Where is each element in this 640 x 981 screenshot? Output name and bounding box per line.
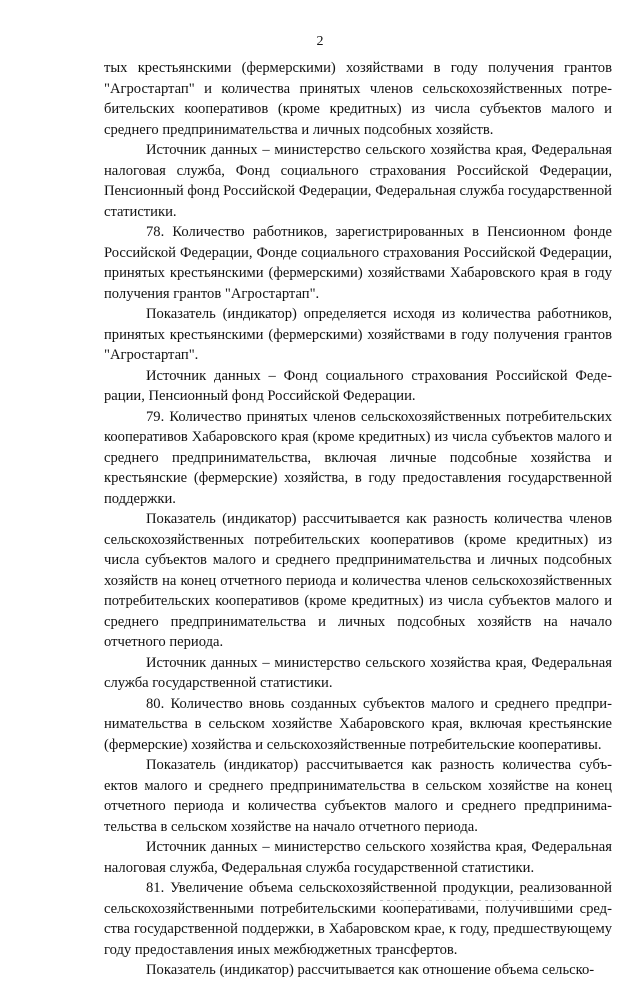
paragraph-continuation: тых крестьянскими (фермерскими) хозяйствами в году получения грантов "Агростартап" и количества принятых членов сельскохозяйственных потребительских кооперативов (кроме кредитных) из числа субъектов малого и среднего предпринимательства и личных подсобных хозяйств. — [104, 60, 612, 138]
page-number: 2 — [316, 34, 324, 49]
paragraph-source-data: Источник данных – министерство сельского хозяйства края, Федеральная налоговая служба, Фонд социального страхования Российской Федерации, Пенсионный фонд Российской Федерации, Федеральная служба государственной статистики. — [104, 142, 612, 220]
scan-artifact — [380, 900, 560, 901]
paragraph-indicator-80: Показатель (индикатор) рассчитывается как разность количества субъектов малого и среднего предпринимательства в сельском хозяйстве на конец отчетного периода и количества субъектов малого и среднего предпринимательства в сельском хозяйстве на начало отчетного периода. — [104, 757, 612, 835]
paragraph-item-81: 81. Увеличение объема сельскохозяйственной продукции, реализованной сельскохозяйственными потребительскими кооперативами, получившими средства государственной поддержки, в Хабаровском крае, к году, предшествующему году предоставления иных межбюджетных трансфертов. — [104, 880, 612, 958]
paragraph-source-78: Источник данных – Фонд социального страхования Российской Федерации, Пенсионный фонд Российской Федерации. — [104, 367, 612, 404]
paragraph-indicator-78: Показатель (индикатор) определяется исходя из количества работников, принятых крестьянскими (фермерскими) хозяйствами в году получения грантов "Агростартап". — [104, 306, 612, 363]
paragraph-source-79: Источник данных – министерство сельского хозяйства края, Федеральная служба государственной статистики. — [104, 654, 612, 691]
paragraph-item-79: 79. Количество принятых членов сельскохозяйственных потребительских кооперативов Хабаровского края (кроме кредитных) из числа субъектов малого и среднего предпринимательства, включая личные подсобные хозяйства и крестьянские (фермерские) хозяйства, в году предоставления государственной поддержки. — [104, 408, 612, 507]
paragraph-item-80: 80. Количество вновь созданных субъектов малого и среднего предпринимательства в сельском хозяйстве Хабаровского края, включая крестьянские (фермерские) хозяйства и сельскохозяйственные потребительские кооперативы. — [104, 695, 612, 753]
paragraph-indicator-79: Показатель (индикатор) рассчитывается как разность количества членов сельскохозяйственных потребительских кооперативов (кроме кредитных) из числа субъектов малого и среднего предпринимательства и личных подсобных хозяйств на конец отчетного периода и количества членов сельскохозяйственных потребительских кооперативов (кроме кредитных) из числа субъектов малого и среднего предпринимательства и личных подсобных хозяйств на начало отчетного периода. — [104, 511, 612, 650]
document-body — [104, 58, 612, 981]
paragraph-item-78: 78. Количество работников, зарегистрированных в Пенсионном фонде Российской Федерации, Фонде социального страхования Российской Федерации, принятых крестьянскими (фермерскими) хозяйствами Хабаровского края в году получения грантов "Агростартап". — [104, 224, 612, 302]
paragraph-indicator-81: Показатель (индикатор) рассчитывается как отношение объема сельско- — [146, 962, 595, 978]
paragraph-source-80: Источник данных – министерство сельского хозяйства края, Федеральная налоговая служба, Федеральная служба государственной статистики. — [104, 839, 612, 876]
